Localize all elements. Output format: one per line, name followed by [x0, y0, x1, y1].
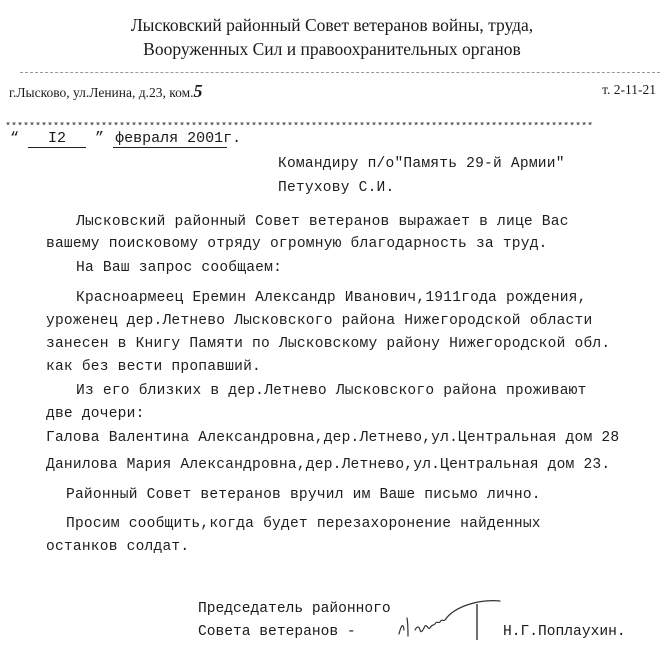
- letterhead-title-line-2: Вооруженных Сил и правоохранительных органов: [143, 39, 521, 59]
- body-line: Из его близких в дер.Летнево Лысковского района проживают: [76, 383, 587, 399]
- recipient-line-1: Командиру п/о"Память 29-й Армии": [278, 156, 565, 172]
- letterhead-address: [9, 81, 203, 102]
- letterhead-phone: т. 2-11-21: [602, 82, 656, 97]
- date-day: I2: [28, 130, 86, 148]
- recipient-line-2: Петухову С.И.: [278, 180, 395, 196]
- date-month-year: февраля 2001г.: [115, 130, 242, 147]
- letterhead-divider: [20, 72, 660, 73]
- body-line: Галова Валентина Александровна,дер.Летнево,ул.Центральная дом 28: [46, 430, 620, 446]
- room-number: 5: [193, 81, 203, 101]
- body-line: Районный Совет ветеранов вручил им Ваше письмо лично.: [66, 487, 541, 503]
- body-line: Данилова Мария Александровна,дер.Летнево,ул.Центральная дом 23.: [46, 457, 611, 473]
- date-close-quote: ”: [95, 130, 105, 147]
- body-line: уроженец дер.Летнево Лысковского района Нижегородской области: [46, 313, 593, 329]
- body-line: Просим сообщить,когда будет перезахоронение найденных: [66, 516, 541, 532]
- signature-title-line-2: Совета ветеранов -: [198, 624, 356, 640]
- body-line: Красноармеец Еремин Александр Иванович,1911года рождения,: [76, 290, 587, 306]
- date-open-quote: “: [10, 130, 20, 147]
- address-text: г.Лысково, ул.Ленина, д.23, ком.: [9, 85, 194, 100]
- letterhead-title-line-1: Лысковский районный Совет ветеранов войны, труда,: [130, 15, 534, 35]
- signature-title-line-1: Председатель районного: [198, 601, 391, 617]
- body-line: как без вести пропавший.: [46, 359, 261, 375]
- body-line: останков солдат.: [46, 539, 190, 555]
- asterisk-separator: **************************************************************************************************: [5, 122, 594, 133]
- letter-date: [10, 130, 242, 148]
- body-line: На Ваш запрос сообщаем:: [76, 260, 283, 276]
- body-line: две дочери:: [46, 406, 145, 422]
- body-line: Лысковский районный Совет ветеранов выражает в лице Вас: [76, 214, 569, 230]
- signatory-name: Н.Г.Поплаухин.: [503, 624, 626, 640]
- body-line: занесен в Книгу Памяти по Лысковскому району Нижегородской обл.: [46, 336, 611, 352]
- body-line: вашему поисковому отряду огромную благодарность за труд.: [46, 236, 548, 252]
